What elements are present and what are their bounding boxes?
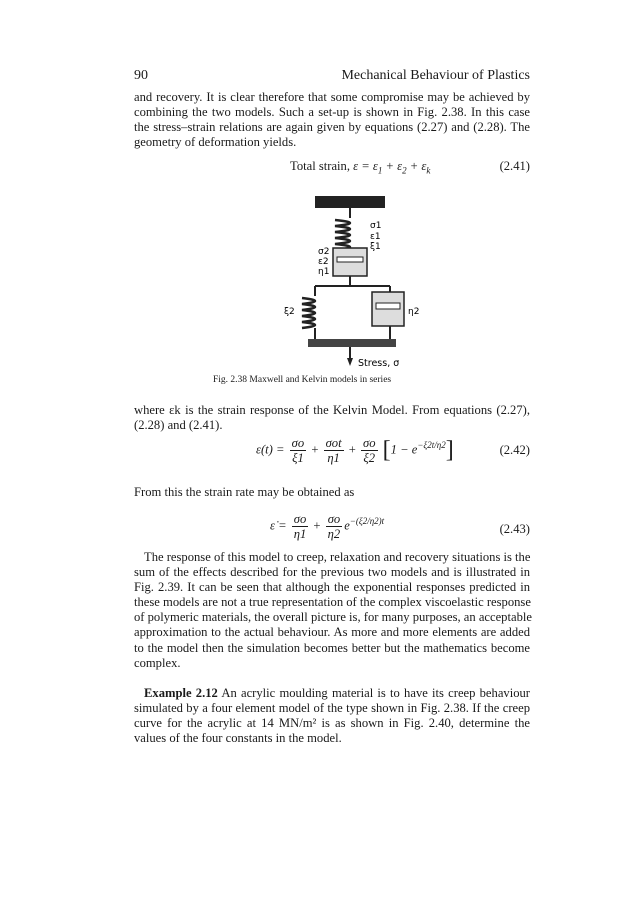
paragraph-response	[134, 550, 530, 671]
text-line: of polymeric materials, the overall picture is, for many purposes, an acceptable	[134, 610, 532, 625]
equation-number: (2.43)	[499, 522, 530, 536]
equation-body: $\varepsilon = \varepsilon_1 + \varepsilon_2 + \varepsilon_k$	[353, 159, 431, 176]
text-line: The response of this model to creep, relaxation and recovery situations is the	[144, 550, 531, 564]
equation-lhs: ε(t) =	[256, 442, 285, 457]
equation-2-41	[290, 159, 430, 176]
equation-number: (2.41)	[499, 159, 530, 173]
label-sigma1: σ1	[370, 221, 382, 231]
label-eta2: η2	[408, 307, 420, 317]
label-eps1: ε1	[370, 232, 381, 242]
equation-2-43: ε̇ = $\frac{\sigma o}{\eta 1}$ + $\frac{\sigma o}{\eta 2}$ $e^{-(\xi 2/\eta 2)t}$	[270, 512, 385, 541]
fraction: $\frac{\text{σot}}{\eta 1}$	[325, 436, 342, 465]
spring-2	[302, 298, 315, 328]
page-number: 90	[134, 68, 148, 83]
text-line: where εk is the strain response of the Kelvin Model. From equations (2.27),	[134, 403, 530, 417]
text-line: (2.28) and (2.41).	[134, 418, 223, 433]
text-line: Example 2.12 An acrylic moulding material is to have its creep behaviour	[144, 686, 530, 700]
text-line: Fig. 2.39. It can be seen that although the exponential responses predicted in	[134, 580, 530, 595]
text-line: combining the two models. Such a set-up is shown in Fig. 2.38. In this case	[134, 105, 530, 120]
label-sigma2: σ2	[318, 247, 330, 257]
equation-2-42: ε(t) = $\frac{\sigma o}{\xi 1}$ + $\frac{\text{σot}}{\eta 1}$ + $\frac{\sigma o}{\xi 2}$ $[1 - e^{-\xi 2t/\eta 2}]$	[256, 436, 454, 465]
text-line: curve for the acrylic at 14 MN/m² is as shown in Fig. 2.40, determine the	[134, 716, 530, 731]
label-stress: Stress, σ	[358, 358, 400, 369]
running-header: Mechanical Behaviour of Plastics	[341, 68, 530, 83]
paragraph-intro	[134, 90, 530, 150]
maxwell-kelvin-diagram	[200, 190, 440, 380]
text-line: the stress–strain relations are again given by equations (2.27) and (2.28). The	[134, 120, 530, 135]
equation-label: Total strain,	[290, 159, 354, 173]
text-line: and recovery. It is clear therefore that some compromise may be achieved by	[134, 90, 530, 104]
example-2-12	[134, 686, 530, 746]
fraction: $\frac{\sigma o}{\xi 1}$	[291, 436, 305, 465]
fraction: $\frac{\sigma o}{\xi 2}$	[363, 436, 376, 465]
fraction: $\frac{\sigma o}{\eta 1}$	[293, 512, 307, 541]
label-eta1: η1	[318, 267, 330, 277]
label-eps2: ε2	[318, 257, 329, 267]
text-line: to the model then the simulation becomes better but the mathematics become	[134, 640, 530, 655]
example-title: Example 2.12	[144, 686, 218, 700]
equation-lhs: ε̇ =	[270, 518, 287, 533]
label-xi2: ξ2	[284, 307, 295, 317]
text-line: complex.	[134, 655, 181, 670]
paragraph-strain-rate: From this the strain rate may be obtained as	[134, 485, 355, 499]
text-line: simulated by a four element model of the type shown in Fig. 2.38. If the creep	[134, 701, 530, 716]
text-line: sum of the effects described for the previous two models and is illustrated in	[134, 565, 530, 580]
exponent: −ξ2t/η2	[417, 440, 446, 451]
paragraph-kelvin	[134, 403, 530, 433]
equation-number: (2.42)	[499, 443, 530, 457]
text-line: these models are not a true representation of the complex viscoelastic response	[134, 595, 531, 610]
figure-caption: Fig. 2.38 Maxwell and Kelvin models in series	[213, 375, 392, 385]
bracket-term: 1 − e	[390, 442, 418, 457]
text-line: geometry of deformation yields.	[134, 135, 297, 150]
fraction: $\frac{\sigma o}{\eta 2}$	[327, 512, 341, 541]
label-xi1: ξ1	[370, 242, 381, 252]
spring-1	[335, 220, 350, 250]
text-line: values of the four constants in the model.	[134, 731, 342, 746]
exponent: −(ξ2/η2)t	[349, 516, 385, 527]
text-line: approximation to the actual behaviour. As more and more elements are added	[134, 625, 530, 640]
